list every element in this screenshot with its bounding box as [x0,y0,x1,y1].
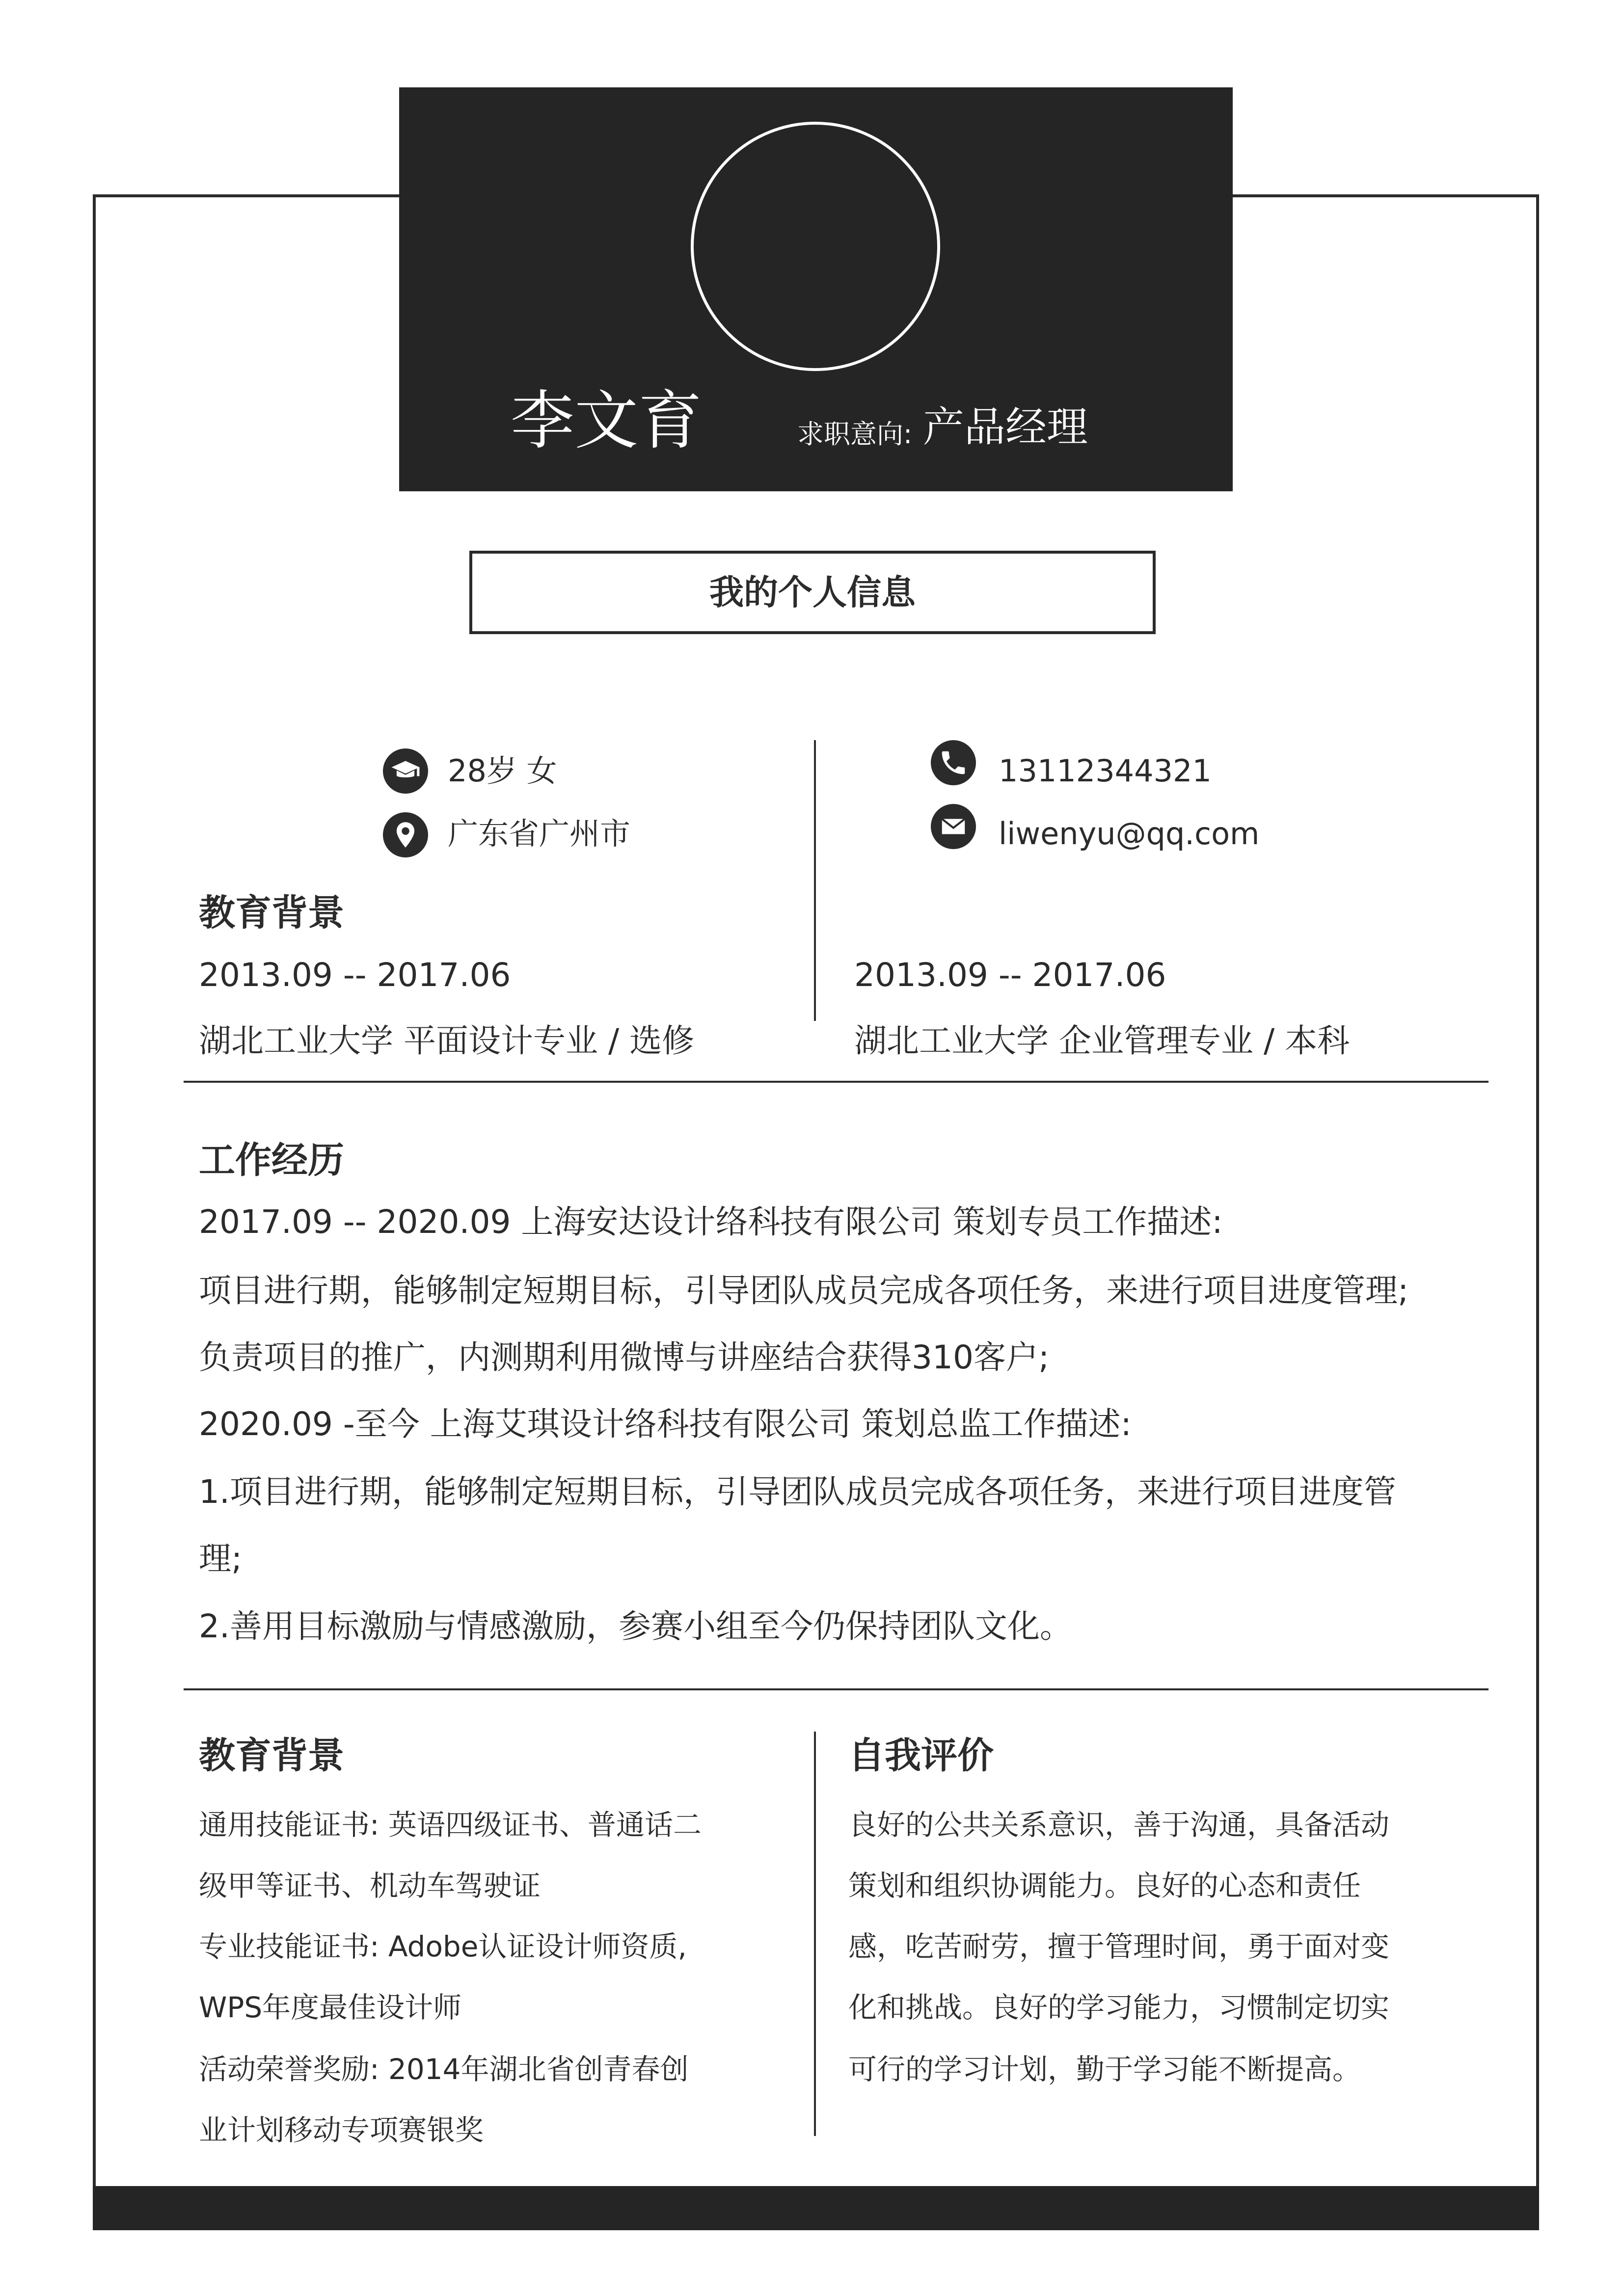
email-address: liwenyu@qq.com [999,816,1260,852]
footer-bar [93,2186,1539,2230]
certificate-line: 业计划移动专项赛银奖 [199,2113,484,2147]
section-divider [184,1081,1489,1083]
certificate-line: 通用技能证书: 英语四级证书、普通话二 [199,1808,702,1842]
self-eval-line: 化和挑战。良好的学习能力，习惯制定切实 [848,1991,1390,2024]
work-line: 2017.09 -- 2020.09 上海安达设计络科技有限公司 策划专员工作描述: [199,1203,1223,1241]
envelope-icon [931,804,976,849]
certificate-line: 活动荣誉奖励: 2014年湖北省创青春创 [199,2053,689,2086]
personal-info-title-box [469,551,1156,634]
work-line: 项目进行期，能够制定短期目标，引导团队成员完成各项任务，来进行项目进度管理; [199,1272,1409,1309]
certificate-line: 级甲等证书、机动车驾驶证 [199,1869,541,1902]
self-eval-line: 策划和组织协调能力。良好的心态和责任 [848,1869,1361,1902]
avatar [691,122,940,371]
job-intent-value: 产品经理 [923,403,1088,451]
work-line: 理; [199,1540,243,1577]
section-divider [184,1688,1489,1690]
age-gender: 28岁 女 [448,753,557,789]
education-left-period: 2013.09 -- 2017.06 [199,956,511,994]
education-left-detail: 湖北工业大学 平面设计专业 / 选修 [199,1022,695,1060]
self-eval-line: 良好的公共关系意识，善于沟通，具备活动 [848,1808,1390,1842]
certificates-heading: 教育背景 [199,1735,344,1777]
self-eval-line: 感，吃苦耐劳，擅于管理时间，勇于面对变 [848,1930,1390,1963]
self-eval-heading: 自我评价 [848,1735,994,1777]
personal-info-title: 我的个人信息 [709,572,916,613]
work-line: 2.善用目标激励与情感激励，参赛小组至今仍保持团队文化。 [199,1607,1072,1645]
graduation-cap-icon [383,748,428,794]
phone-number: 13112344321 [999,753,1212,789]
job-intent-label: 求职意向: [797,419,913,450]
education-right-detail: 湖北工业大学 企业管理专业 / 本科 [854,1022,1350,1060]
education-right-period: 2013.09 -- 2017.06 [854,956,1166,994]
certificate-line: 专业技能证书: Adobe认证设计师资质, [199,1930,687,1963]
bottom-column-divider [814,1732,816,2136]
phone-icon [931,740,976,785]
education-heading: 教育背景 [199,892,344,934]
location-pin-icon [383,812,428,857]
work-line: 1.项目进行期，能够制定短期目标，引导团队成员完成各项任务，来进行项目进度管 [199,1473,1396,1511]
work-line: 2020.09 -至今 上海艾琪设计络科技有限公司 策划总监工作描述: [199,1405,1132,1443]
candidate-name: 李文育 [511,383,703,458]
certificate-line: WPS年度最佳设计师 [199,1991,462,2024]
self-eval-line: 可行的学习计划，勤于学习能不断提高。 [848,2053,1361,2086]
work-line: 负责项目的推广，内测期利用微博与讲座结合获得310客户; [199,1338,1050,1376]
location: 广东省广州市 [448,816,631,852]
info-column-divider [814,740,816,1021]
work-heading: 工作经历 [199,1139,344,1181]
